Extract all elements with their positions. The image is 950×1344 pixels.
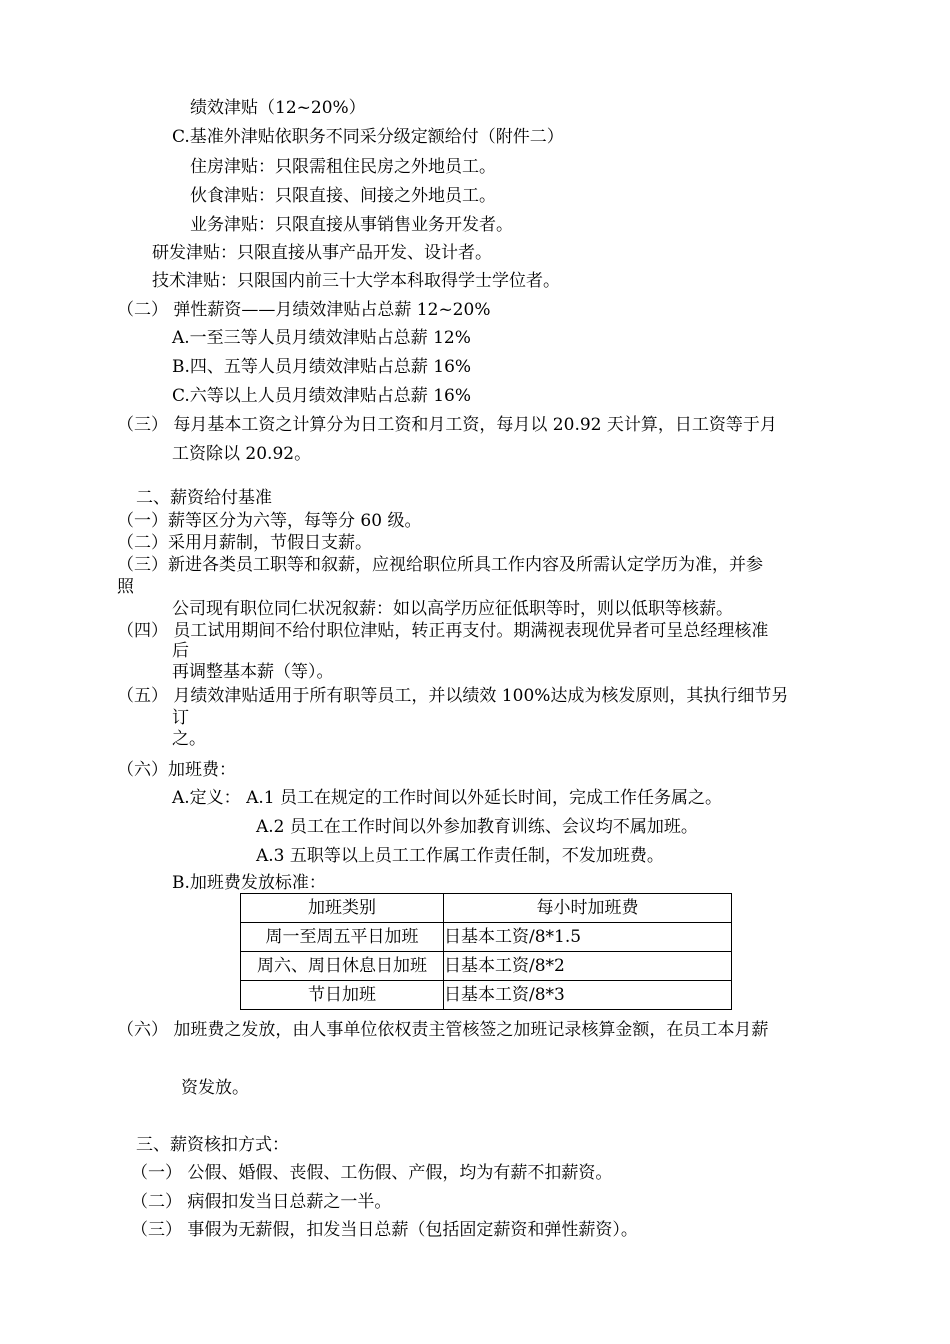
text-line: A.3 五职等以上员工工作属工作责任制，不发加班费。 (256, 846, 664, 866)
text-line: A.定义： A.1 员工在规定的工作时间以外延长时间，完成工作任务属之。 (172, 788, 722, 808)
text-line: （五） 月绩效津贴适用于所有职等员工，并以绩效 100%达成为核发原则，其执行细节另 (117, 686, 789, 706)
text-line: A.2 员工在工作时间以外参加教育训练、会议均不属加班。 (256, 817, 698, 837)
text-line: （四） 员工试用期间不给付职位津贴，转正再支付。期满视表现优异者可呈总经理核准 (117, 621, 769, 641)
text-line: （二）采用月薪制，节假日支薪。 (117, 533, 372, 553)
table-row (241, 923, 732, 952)
text-line: C.基准外津贴依职务不同采分级定额给付（附件二） (172, 127, 564, 147)
text-line: 研发津贴：只限直接从事产品开发、设计者。 (152, 243, 492, 263)
text-line: 资发放。 (181, 1078, 249, 1098)
text-line: （二） 病假扣发当日总薪之一半。 (131, 1192, 392, 1212)
table-header-cell: 每小时加班费 (444, 894, 732, 923)
table-cell: 日基本工资/8*3 (444, 981, 732, 1010)
table-row (241, 981, 732, 1010)
text-line: （一）薪等区分为六等，每等分 60 级。 (117, 511, 422, 531)
section-heading: 二、薪资给付基准 (136, 488, 272, 508)
table-cell: 节日加班 (241, 981, 444, 1010)
section-heading: 三、薪资核扣方式： (136, 1135, 289, 1155)
text-line: （三） 事假为无薪假，扣发当日总薪（包括固定薪资和弹性薪资）。 (131, 1220, 638, 1240)
text-line: 订 (172, 708, 189, 728)
text-line: （六） 加班费之发放，由人事单位依权责主管核签之加班记录核算金额，在员工本月薪 (117, 1020, 769, 1040)
table-cell: 日基本工资/8*2 (444, 952, 732, 981)
text-line: 技术津贴：只限国内前三十大学本科取得学士学位者。 (152, 271, 560, 291)
text-line: 之。 (172, 729, 206, 749)
text-line: （六）加班费： (117, 760, 236, 780)
table-header-row (241, 894, 732, 923)
table-header-cell: 加班类别 (241, 894, 444, 923)
table-cell: 周一至周五平日加班 (241, 923, 444, 952)
text-line: 后 (172, 641, 189, 661)
text-line: B.加班费发放标准： (172, 873, 326, 893)
table-row (241, 952, 732, 981)
section-heading: （二） 弹性薪资——月绩效津贴占总薪 12~20% (117, 300, 491, 320)
text-line: 工资除以 20.92。 (172, 444, 312, 464)
text-line: C.六等以上人员月绩效津贴占总薪 16% (172, 386, 471, 406)
overtime-table (240, 893, 732, 1010)
text-line: 再调整基本薪（等）。 (172, 662, 334, 682)
table-cell: 周六、周日休息日加班 (241, 952, 444, 981)
text-line: 绩效津贴（12~20%） (190, 98, 366, 118)
text-line: （三） 每月基本工资之计算分为日工资和月工资，每月以 20.92 天计算，日工资等于月 (117, 415, 777, 435)
text-line: 公司现有职位同仁状况叙薪：如以高学历应征低职等时，则以低职等核薪。 (172, 599, 733, 619)
table-cell: 日基本工资/8*1.5 (444, 923, 732, 952)
text-line: 业务津贴：只限直接从事销售业务开发者。 (190, 215, 513, 235)
text-line: 照 (117, 577, 134, 597)
text-line: A.一至三等人员月绩效津贴占总薪 12% (172, 328, 471, 348)
text-line: B.四、五等人员月绩效津贴占总薪 16% (172, 357, 472, 377)
text-line: 住房津贴：只限需租住民房之外地员工。 (190, 157, 496, 177)
text-line: （一） 公假、婚假、丧假、工伤假、产假，均为有薪不扣薪资。 (131, 1163, 613, 1183)
text-line: 伙食津贴：只限直接、间接之外地员工。 (190, 186, 496, 206)
text-line: （三）新进各类员工职等和叙薪，应视给职位所具工作内容及所需认定学历为准，并参 (117, 555, 763, 575)
